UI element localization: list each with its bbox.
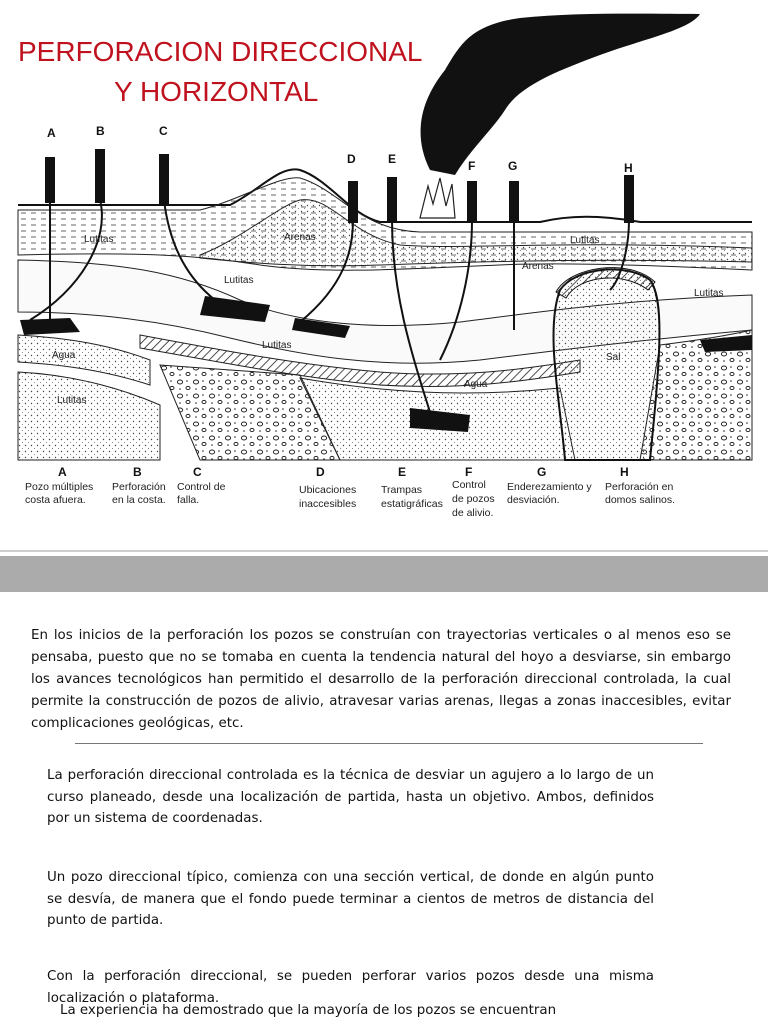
rig-letter-b: B xyxy=(96,124,105,138)
rig-letter-a: A xyxy=(47,126,56,140)
stratum-gravel-left xyxy=(160,365,340,460)
rig-letter-f: F xyxy=(468,159,476,173)
label-lutitas: Lutitas xyxy=(262,340,292,351)
caption-letter-e: E xyxy=(398,465,407,479)
caption-h-line2: domos salinos. xyxy=(605,494,676,506)
caption-letter-h: H xyxy=(620,465,629,479)
title-line-1: PERFORACION DIRECCIONAL xyxy=(18,36,423,67)
caption-f-line3: de alivio. xyxy=(452,507,494,519)
label-arenas: Arenas xyxy=(284,232,316,243)
caption-a-line2: costa afuera. xyxy=(25,494,86,506)
salt-dome xyxy=(554,269,660,460)
reservoir-a xyxy=(20,318,80,335)
caption-letter-g: G xyxy=(537,465,547,479)
horizontal-rule xyxy=(75,743,703,744)
label-agua: Agua xyxy=(52,350,76,361)
caption-letter-c: C xyxy=(193,465,202,479)
typical-well-paragraph: Un pozo direccional típico, comienza con una sección vertical, de donde en algún punto se desvía, de manera que el fondo puede terminar a cientos de metros de distancia del punto de partida. xyxy=(47,870,654,928)
rig-letter-c: C xyxy=(159,124,168,138)
caption-letter-f: F xyxy=(465,465,473,479)
definition-paragraph: La perforación direccional controlada es la técnica de desviar un agujero a lo largo de un curso planeado, desde una localización de partida, hasta un objetivo. Ambos, definidos por un sistema de coordenadas. xyxy=(47,768,654,826)
caption-letter-b: B xyxy=(133,465,142,479)
title-line-2: Y HORIZONTAL xyxy=(114,76,319,107)
label-sal: Sal xyxy=(606,352,621,363)
caption-g-line2: desviación. xyxy=(507,494,560,506)
caption-letter-d: D xyxy=(316,465,325,479)
rig-letter-e: E xyxy=(388,152,397,166)
caption-b-line2: en la costa. xyxy=(112,494,166,506)
label-lutitas: Lutitas xyxy=(694,288,724,299)
caption-d-line1: Ubicaciones xyxy=(299,484,357,496)
label-lutitas: Lutitas xyxy=(570,235,600,246)
label-arenas: Arenas xyxy=(522,261,554,272)
label-lutitas: Lutitas xyxy=(224,275,254,286)
caption-c-line2: falla. xyxy=(177,494,200,506)
label-agua: Agua xyxy=(464,379,488,390)
caption-b-line1: Perforación xyxy=(112,481,166,493)
caption-e-line1: Trampas xyxy=(381,484,423,496)
caption-a-line1: Pozo múltiples xyxy=(25,481,94,493)
band-top-line xyxy=(0,550,768,552)
rig-letter-h: H xyxy=(624,161,633,175)
gray-divider-band xyxy=(0,556,768,592)
caption-f-line1: Control xyxy=(452,479,486,491)
caption-g-line1: Enderezamiento y xyxy=(507,481,592,493)
platform-paragraph: Con la perforación direccional, se pueden perforar varios pozos desde una misma localización o plataforma. xyxy=(47,969,654,1006)
caption-h-line1: Perforación en xyxy=(605,481,674,493)
caption-c-line1: Control de xyxy=(177,481,226,493)
label-lutitas: Lutitas xyxy=(57,395,87,406)
rig-letter-g: G xyxy=(508,159,518,173)
label-lutitas: Lutitas xyxy=(84,234,114,245)
caption-e-line2: estatigráficas xyxy=(381,498,443,510)
experience-paragraph: La experiencia ha demostrado que la mayoría de los pozos se encuentran xyxy=(60,1003,557,1018)
caption-d-line2: inaccesibles xyxy=(299,498,357,510)
stratum-lower-dotted xyxy=(18,372,160,460)
page-title xyxy=(18,32,438,112)
fire-flame xyxy=(420,178,455,218)
reservoir-e xyxy=(700,335,752,352)
smoke-plume xyxy=(421,14,700,175)
caption-letter-a: A xyxy=(58,465,67,479)
rig-letter-d: D xyxy=(347,152,356,166)
intro-paragraph: En los inicios de la perforación los pozos se construían con trayectorias verticales o al menos eso se pensaba, puesto que no se tomaba en cuenta la tendencia natural del hoyo a desviarse, sin embargo los avances tecnológicos han permitido el desarrollo de la perforación direccional controlada, la cual permite la construcción de pozos de alivio, atravesar varias arenas, llegas a zonas inaccesibles, evitar complicaciones geológicas, etc. xyxy=(31,628,731,731)
caption-f-line2: de pozos xyxy=(452,493,495,505)
